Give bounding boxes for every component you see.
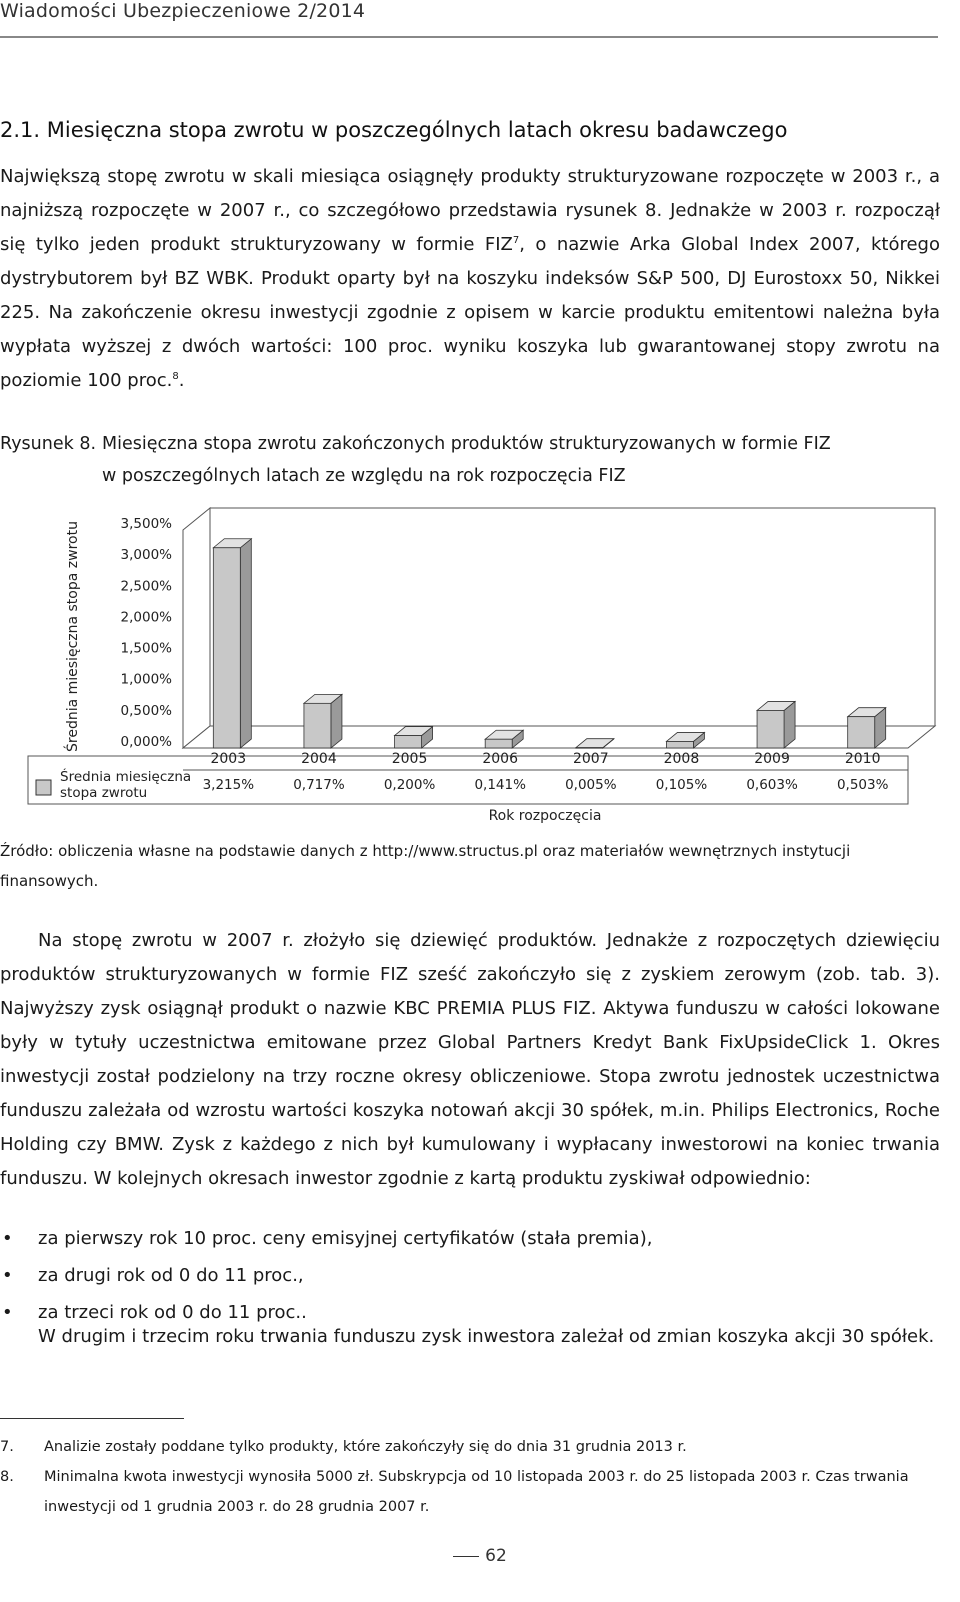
footnote-ref-8[interactable]: 8 [172, 371, 179, 382]
figure-label: Rysunek 8. [0, 434, 97, 454]
y-tick-label: 2,000% [120, 609, 172, 626]
footnote-text: Analizie zostały poddane tylko produkty, które zakończyły się do dnia 31 grudnia 2013 r. [44, 1439, 687, 1455]
y-tick-label: 1,500% [120, 640, 172, 657]
x-tick-label: 2009 [754, 751, 790, 767]
figure-title-line1: Miesięczna stopa zwrotu zakończonych produktów strukturyzowanych w formie FIZ [102, 434, 831, 454]
y-tick-label: 3,000% [120, 547, 172, 564]
data-label: 0,105% [655, 777, 708, 793]
data-label: 3,215% [202, 777, 255, 793]
footnote-7 [0, 1432, 940, 1462]
paragraph-closing [0, 1320, 940, 1354]
y-tick-label: 0,000% [120, 734, 172, 750]
x-tick-label: 2004 [301, 751, 337, 767]
legend-label-line1: Średnia miesięczna [60, 769, 192, 785]
bar-front [213, 548, 240, 748]
footnote-number: 7. [0, 1439, 14, 1455]
y-tick-label: 2,500% [120, 578, 172, 595]
bar-front [576, 748, 603, 749]
bar-front [757, 710, 784, 748]
x-tick-label: 2010 [844, 751, 881, 767]
chart-floor [183, 726, 935, 748]
chart-back-wall [210, 508, 935, 726]
y-tick-label: 1,000% [120, 671, 172, 688]
x-tick-label: 2006 [482, 751, 519, 767]
bar-2010 [848, 708, 886, 748]
figure-title-line2: w poszczególnych latach ze względu na rok rozpoczęcia FIZ [102, 466, 626, 486]
bar-2004 [304, 694, 342, 748]
bar-front [848, 717, 875, 748]
data-label: 0,603% [746, 777, 798, 793]
y-tick-label: 3,500% [120, 516, 172, 532]
legend-swatch [36, 780, 51, 795]
footnote-divider [0, 1418, 184, 1419]
page-number-value: 62 [485, 1546, 507, 1566]
page-number-dash [453, 1556, 479, 1557]
data-label: 0,503% [836, 777, 889, 793]
bar-2003 [213, 539, 251, 748]
paragraph-body-text: Na stopę zwrotu w 2007 r. złożyło się dziewięć produktów. Jednakże z rozpoczętych dziewięciu produktów strukturyzowanych w formie FIZ sześć zakończyło się z zyskiem zerowym (zob. tab. 3). Najwyższy zysk osiągnął produkt o nazwie KBC PREMIA PLUS FIZ. Aktywa funduszu w całości lokowane były w tytuły uczestnictwa emitowane przez Global Partners Kredyt Bank FixUpsideClick 1. Okres inwestycji został podzielony na trzy roczne okresy obliczeniowe. Stopa zwrotu jednostek uczestnictwa funduszu zależała od wzrostu wartości koszyka notowań akcji 30 spółek, m.in. Philips Electronics, Roche Holding czy BMW. Zysk z każdego z nich był kumulowany i wypłacany inwestorowi na koniec trwania funduszu. W kolejnych okresach inwestor zgodnie z kartą produktu zyskiwał odpowiednio: [0, 930, 940, 1189]
data-label: 0,200% [383, 777, 436, 793]
bar-front [395, 736, 422, 748]
legend-label-line2: stopa zwrotu [60, 785, 148, 801]
figure-caption [0, 428, 831, 492]
bullet-list [0, 1220, 940, 1331]
footnote-ref-7[interactable]: 7 [512, 235, 520, 246]
footnotes [0, 1432, 940, 1522]
paragraph-intro [0, 160, 940, 398]
paragraph-body [0, 924, 940, 1196]
footnote-number: 8. [0, 1469, 14, 1485]
data-label: 0,717% [293, 777, 345, 793]
footnote-8 [0, 1462, 940, 1522]
list-item: • za trzeci rok od 0 do 11 proc.. [0, 1294, 940, 1331]
page-number [0, 1546, 960, 1566]
figure-source: Źródło: obliczenia własne na podstawie danych z http://www.structus.pl oraz materiałów wewnętrznych instytucji finansowych. [0, 842, 851, 890]
x-tick-label: 2008 [663, 751, 700, 767]
section-title: 2.1. Miesięczna stopa zwrotu w poszczególnych latach okresu badawczego [0, 118, 788, 142]
data-label: 0,141% [474, 777, 526, 793]
paragraph-intro-text-3: . [178, 370, 185, 391]
x-tick-label: 2005 [391, 751, 428, 767]
paragraph-intro-text-1: Największą stopę zwrotu w skali miesiąca osiągnęły produkty strukturyzowane rozpoczęte w 2003 r., a najniższą rozpoczęte w 2007 r., co szczegółowo przedstawia rysunek 8. Jednakże w 2003 r. rozpoczął się tylko jeden produkt strukturyzowany w formie FIZ [0, 166, 940, 255]
x-tick-label: 2007 [572, 751, 609, 767]
bar-front [666, 741, 693, 748]
data-label: 0,005% [565, 777, 617, 793]
running-header: Wiadomości Ubezpieczeniowe 2/2014 [0, 0, 366, 22]
x-tick-label: 2003 [210, 751, 247, 767]
paragraph-intro-text-2: , o nazwie Arka Global Index 2007, którego dystrybutorem był BZ WBK. Produkt oparty był na koszyku indeksów S&P 500, DJ Eurostoxx 50, Nikkei 225. Na zakończenie okresu inwestycji zgodnie z opisem w karcie produktu emitentowi należna była wypłata wyższej z dwóch wartości: 100 proc. wyniku koszyka lub gwarantowanej stopy zwrotu na poziomie 100 proc. [0, 234, 940, 391]
list-item: • za pierwszy rok 10 proc. ceny emisyjnej certyfikatów (stała premia), [0, 1220, 940, 1257]
y-axis-title: Średnia miesięczna stopa zwrotu [65, 521, 81, 752]
chart-side-wall [183, 508, 210, 748]
header-divider [0, 36, 938, 38]
paragraph-closing-text: W drugim i trzecim roku trwania funduszu zysk inwestora zależał od zmian koszyka akcji 30 spółek. [38, 1326, 935, 1347]
y-tick-label: 0,500% [120, 702, 172, 719]
bar-front [304, 703, 331, 748]
bar-front [485, 739, 512, 748]
list-item: • za drugi rok od 0 do 11 proc., [0, 1257, 940, 1294]
bar-2009 [757, 701, 795, 748]
footnote-text: Minimalna kwota inwestycji wynosiła 5000 zł. Subskrypcja od 10 listopada 2003 r. do 25 listopada 2003 r. Czas trwania inwestycji od 1 grudnia 2003 r. do 28 grudnia 2007 r. [44, 1469, 909, 1515]
x-axis-title: Rok rozpoczęcia [488, 808, 602, 824]
bar-side [240, 539, 251, 748]
bar-chart [0, 500, 940, 830]
